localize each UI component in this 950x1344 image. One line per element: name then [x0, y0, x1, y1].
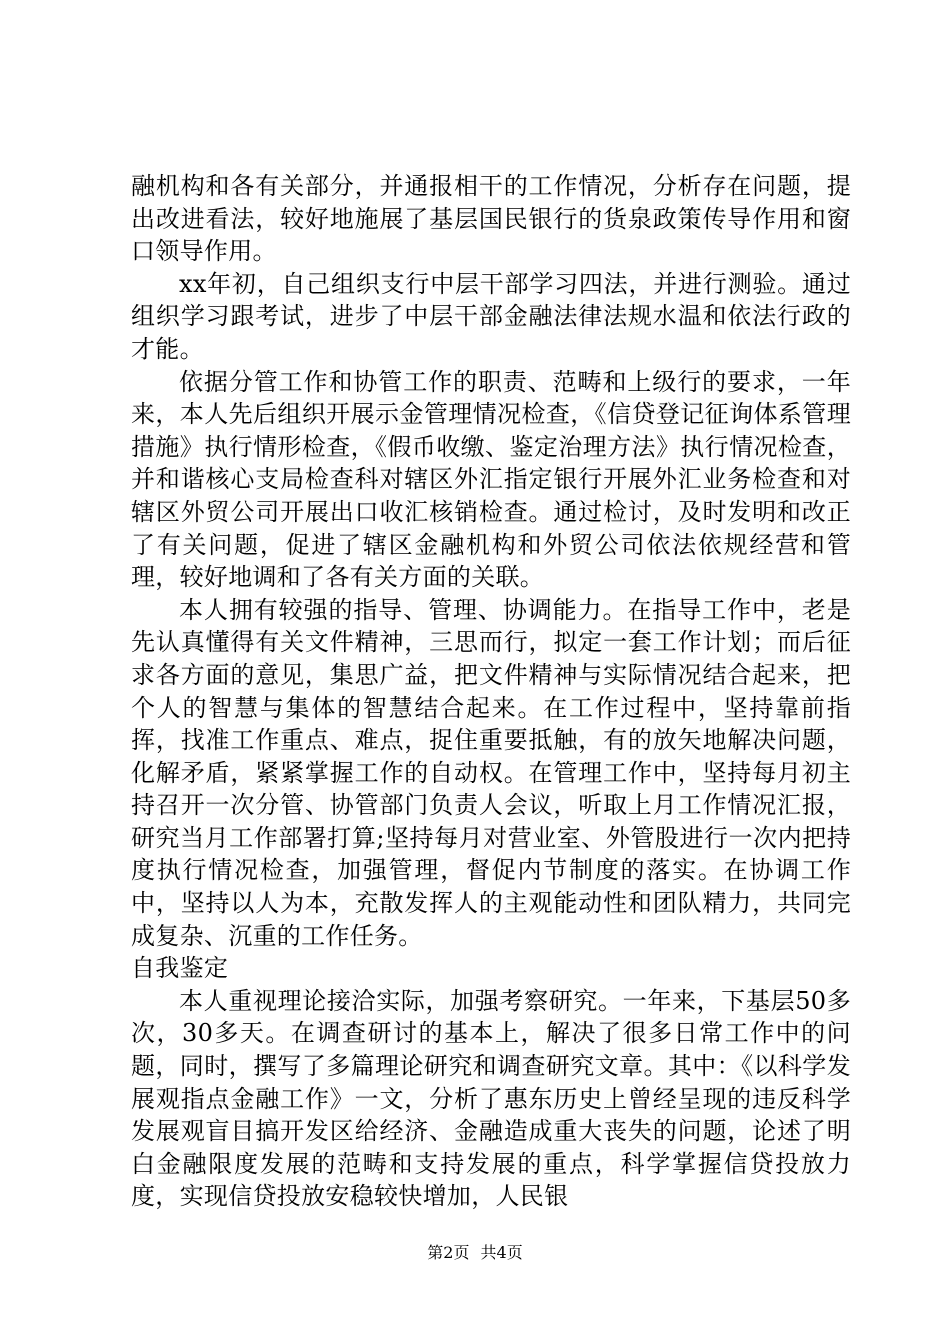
- page-total: 共4页: [480, 1243, 523, 1262]
- paragraph: xx年初，自己组织支行中层干部学习四法，并进行测验。通过组织学习跟考试，进步了中层干部金融法律法规水温和依法行政的才能。: [131, 269, 851, 363]
- paragraph: 融机构和各有关部分，并通报相干的工作情况，分析存在问题，提出改进看法，较好地施展了基层国民银行的货泉政策传导作用和窗口领导作用。: [131, 172, 851, 266]
- paragraph: 本人拥有较强的指导、管理、协调能力。在指导工作中，老是先认真懂得有关文件精神，三思而行，拟定一套工作计划；而后征求各方面的意见，集思广益，把文件精神与实际情况结合起来，把个人的智慧与集体的智慧结合起来。在工作过程中，坚持靠前指挥，找准工作重点、难点，捉住重要抵触，有的放矢地解决问题，化解矛盾，紧紧掌握工作的自动权。在管理工作中，坚持每月初主持召开一次分管、协管部门负责人会议，听取上月工作情况汇报，研究当月工作部署打算;坚持每月对营业室、外管股进行一次内把持度执行情况检查，加强管理，督促内节制度的落实。在协调工作中，坚持以人为本，充散发挥人的主观能动性和团队精力，共同完成复杂、沉重的工作任务。: [131, 595, 851, 950]
- section-heading: 自我鉴定: [131, 954, 229, 983]
- page-footer: [0, 1243, 950, 1263]
- paragraph: 本人重视理论接洽实际，加强考察研究。一年来，下基层50多次，30多天。在调查研讨的基本上，解决了很多日常工作中的问题，同时，撰写了多篇理论研究和调查研究文章。其中：《以科学发展观指点金融工作》一文，分析了惠东历史上曾经呈现的违反科学发展观盲目搞开发区给经济、金融造成重大丧失的问题，论述了明白金融限度发展的范畴和支持发展的重点，科学掌握信贷投放力度，实现信贷投放安稳较快增加，人民银: [131, 986, 851, 1211]
- document-body: [131, 170, 851, 1213]
- paragraph: 依据分管工作和协管工作的职责、范畴和上级行的要求，一年来，本人先后组织开展示金管理情况检查，《信贷登记征询体系管理措施》执行情形检查，《假币收缴、鉴定治理方法》执行情况检查，并和谐核心支局检查科对辖区外汇指定银行开展外汇业务检查和对辖区外贸公司开展出口收汇核销检查。通过检讨，及时发明和改正了有关问题，促进了辖区金融机构和外贸公司依法依规经营和管理，较好地调和了各有关方面的关联。: [131, 367, 851, 592]
- page-number: 第2页: [427, 1243, 470, 1262]
